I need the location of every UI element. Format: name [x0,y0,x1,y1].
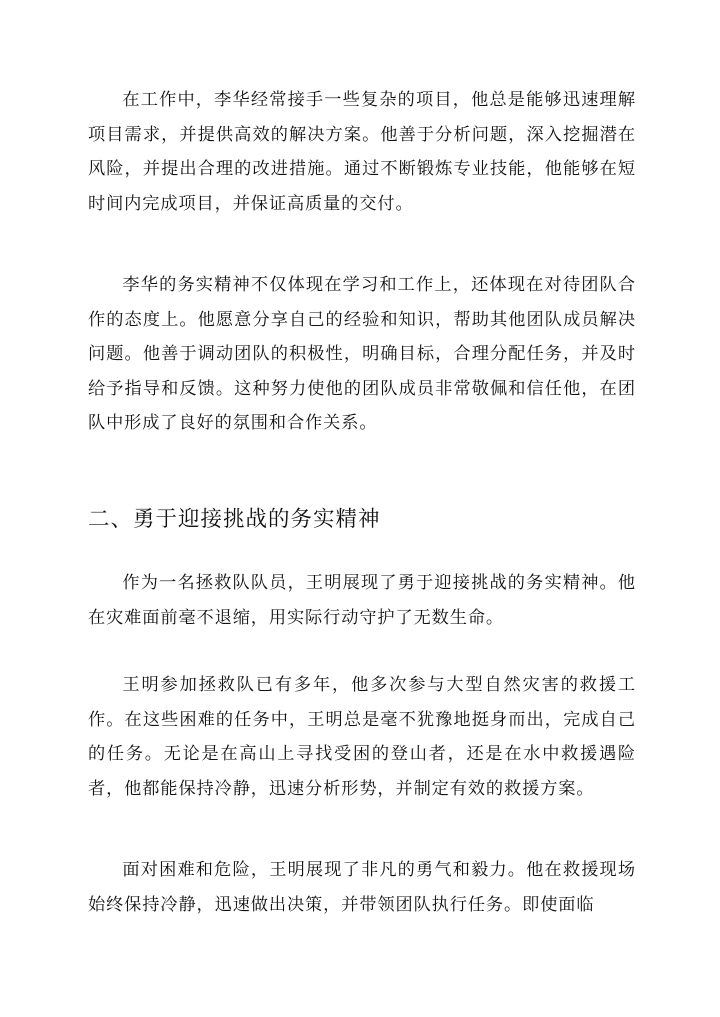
paragraph-courage: 面对困难和危险，王明展现了非凡的勇气和毅力。他在救援现场始终保持冷静，迅速做出决策，并带领团队执行任务。即使面临 [88,860,636,915]
paragraph-rescue-experience: 王明参加拯救队已有多年，他多次参与大型自然灾害的救援工作。在这些困难的任务中，王明总是毫不犹豫地挺身而出，完成自己的任务。无论是在高山上寻找受困的登山者，还是在水中救援遇险者，他都能保持冷静，迅速分析形势，并制定有效的救援方案。 [88,675,636,799]
paragraph-rescue-intro: 作为一名拯救队队员，王明展现了勇于迎接挑战的务实精神。他在灾难面前毫不退缩，用实际行动守护了无数生命。 [88,573,636,628]
paragraph-teamwork: 李华的务实精神不仅体现在学习和工作上，还体现在对待团队合作的态度上。他愿意分享自己的经验和知识，帮助其他团队成员解决问题。他善于调动团队的积极性，明确目标，合理分配任务，并及时给予指导和反馈。这种努力使他的团队成员非常敬佩和信任他，在团队中形成了良好的氛围和合作关系。 [88,275,636,433]
paragraph-project-work: 在工作中，李华经常接手一些复杂的项目，他总是能够迅速理解项目需求，并提供高效的解决方案。他善于分析问题，深入挖掘潜在风险，并提出合理的改进措施。通过不断锻炼专业技能，他能够在短时间内完成项目，并保证高质量的交付。 [88,90,636,214]
section-heading: 二、勇于迎接挑战的务实精神 [88,507,381,532]
